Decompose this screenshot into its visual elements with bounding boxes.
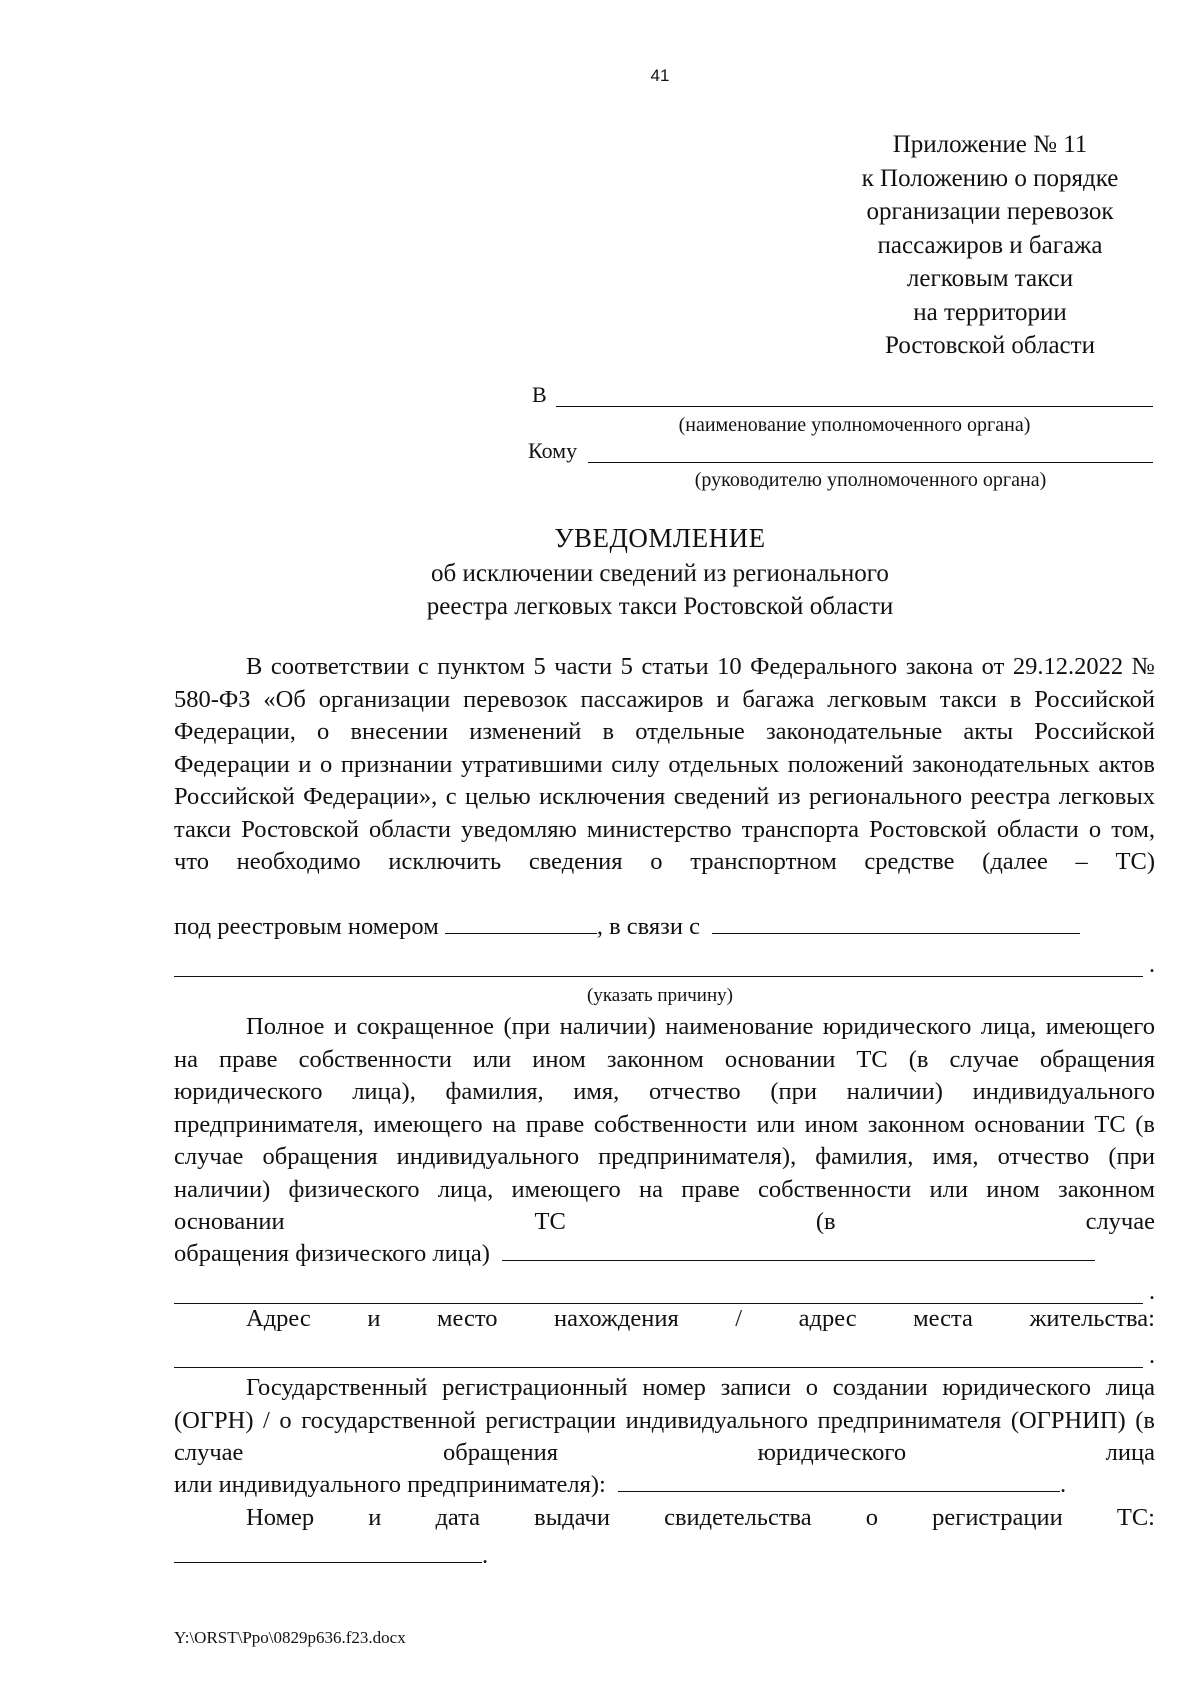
appendix-line: организации перевозок (866, 198, 1114, 225)
whom-label: Кому (528, 438, 578, 463)
certificate-label-row (174, 1504, 1155, 1532)
address-label-row (174, 1305, 1155, 1333)
certificate-field[interactable] (174, 1540, 482, 1563)
document-subtitle-line: реестра легковых такси Ростовской области (426, 593, 894, 620)
paragraph-ogrn (174, 1372, 1155, 1470)
paragraph-legal-basis (174, 651, 1155, 879)
address-word: и (367, 1305, 381, 1332)
certificate-word: Номер (246, 1504, 315, 1531)
appendix-line: к Положению о порядке (861, 164, 1119, 192)
paragraph-text: Государственный регистрационный номер записи о создании юридического лица (ОГРН) / о государственной регистрации индивидуального предпринимателя (ОГРНИП) (в случае обращения юридического лица (174, 1374, 1155, 1466)
address-word: / (735, 1305, 743, 1332)
certificate-word: свидетельства (664, 1504, 812, 1531)
address-word: жительства: (1029, 1305, 1155, 1332)
paragraph-text: Полное и сокращенное (при наличии) наименование юридического лица, имеющего на праве собственности или ином законном основании ТС (в случае обращения юридического лица), фамилия, имя, отчество (при наличии) индивидуального предпринимателя, имеющего на праве собственности или ином законном основании ТС (в случае обращения индивидуального предпринимателя), фамилия, имя, отчество (при наличии) физического лица, имеющего на праве собственности или ином законном основании ТС (в случае (174, 1013, 1155, 1235)
certificate-word: выдачи (534, 1504, 610, 1531)
address-word: места (913, 1305, 973, 1332)
certificate-row: . (174, 1540, 1155, 1573)
certificate-word: регистрации (932, 1504, 1063, 1531)
reason-field-start[interactable] (712, 911, 1080, 934)
address-word: адрес (798, 1305, 857, 1332)
ogrn-field[interactable] (618, 1469, 1060, 1492)
to-label: В (532, 382, 547, 407)
document-title: УВЕДОМЛЕНИЕ (554, 523, 766, 553)
page-number: 41 (650, 66, 670, 85)
paragraph-text: В соответствии с пунктом 5 части 5 статьи 10 Федерального закона от 29.12.2022 № 580-ФЗ «Об организации перевозок пассажиров и багажа легковым такси в Российской Федерации, о внесении изменений в отдельные законодательные акты Российской Федерации и о признании утратившими силу отдельных положений законодательных актов Российской Федерации», с целью исключения сведений из регионального реестра легковых такси Ростовской области уведомляю министерство транспорта Ростовской области о том, что необходимо исключить сведения о транспортном средстве (далее – ТС) (174, 653, 1155, 875)
registry-number-field[interactable] (445, 911, 597, 934)
owner-name-label: обращения физического лица) (174, 1240, 490, 1267)
appendix-line: на территории (913, 298, 1067, 326)
whom-head-caption: (руководителю уполномоченного органа) (694, 469, 1047, 491)
address-word: место (437, 1305, 498, 1332)
certificate-word: и (368, 1504, 382, 1531)
reason-caption: (указать причину) (587, 985, 733, 1006)
appendix-line: пассажиров и багажа (877, 231, 1103, 259)
reason-field[interactable]: . (174, 951, 1155, 981)
registry-number-label: под реестровым номером (174, 913, 439, 940)
owner-name-field[interactable]: . (174, 1278, 1155, 1308)
address-field[interactable]: . (174, 1342, 1155, 1372)
certificate-word: дата (435, 1504, 481, 1531)
certificate-word: ТС: (1116, 1504, 1155, 1531)
appendix-line: легковым такси (906, 265, 1074, 292)
reason-label: , в связи с (596, 913, 700, 940)
appendix-line: Ростовской области (885, 332, 1095, 359)
to-authority-caption: (наименование уполномоченного органа) (678, 414, 1031, 436)
address-word: нахождения (554, 1305, 679, 1332)
certificate-word: о (865, 1504, 879, 1531)
to-authority-field[interactable] (556, 406, 1153, 407)
whom-head-field[interactable] (588, 462, 1153, 463)
ogrn-row: или индивидуального предпринимателя): . (174, 1471, 1067, 1498)
owner-name-row (174, 1238, 1155, 1271)
registry-number-row (174, 911, 1155, 944)
paragraph-owner-name (174, 1011, 1155, 1239)
address-word: Адрес (246, 1305, 311, 1332)
appendix-header (790, 128, 1190, 363)
appendix-line: Приложение № 11 (892, 131, 1088, 158)
ogrn-label: или индивидуального предпринимателя): (174, 1471, 606, 1498)
footer-file-path: Y:\ORST\Ppo\0829p636.f23.docx (174, 1628, 406, 1647)
document-subtitle-line: об исключении сведений из регионального (431, 560, 889, 587)
owner-name-field-start[interactable] (502, 1238, 1095, 1261)
